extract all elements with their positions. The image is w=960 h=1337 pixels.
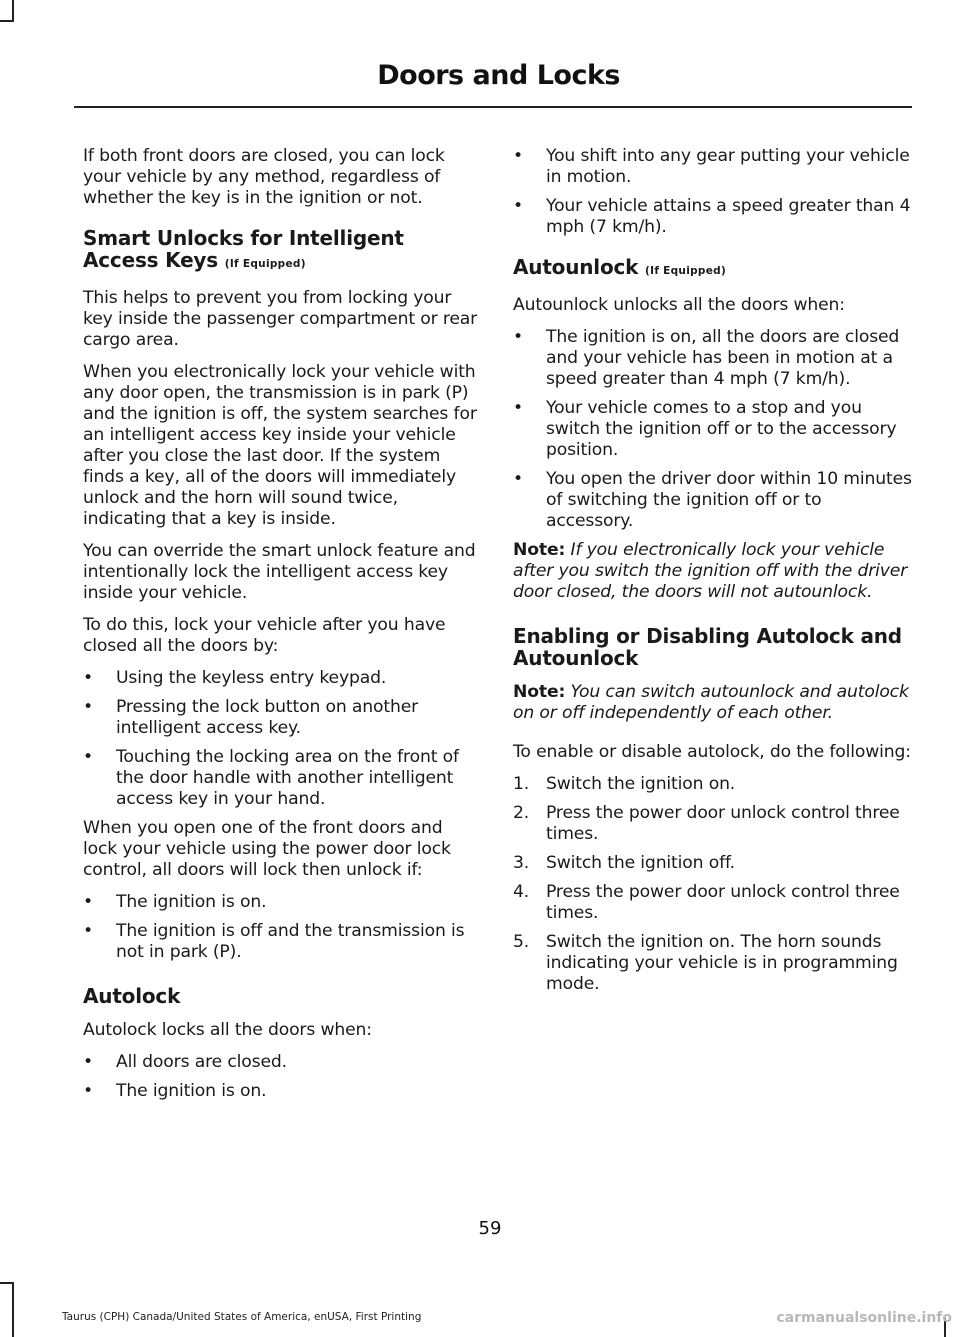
paragraph: To enable or disable autolock, do the following: [513,742,911,762]
if-equipped-tag: (If Equipped) [224,258,306,270]
bullet-icon: • [513,469,523,489]
step-item: 2. Press the power door unlock control three times. [513,803,900,844]
bullet-icon: • [83,668,93,688]
bullet-icon: • [83,892,93,912]
paragraph: When you open one of the front doors and lock your vehicle using the power door lock control, all doors will lock then unlock if: [83,818,451,880]
step-number: 1. [513,774,530,794]
step-item: 1. Switch the ignition on. [513,774,736,794]
list-item: • You shift into any gear putting your vehicle in motion. [513,146,910,187]
page-number: 59 [478,1218,502,1239]
paragraph: You can override the smart unlock feature and intentionally lock the intelligent access key inside your vehicle. [83,541,476,603]
step-number: 3. [513,853,530,873]
step-item: 4. Press the power door unlock control three times. [513,882,900,923]
list-item: • The ignition is off and the transmission is not in park (P). [83,921,465,962]
note-paragraph [513,682,913,724]
footer-text: Taurus (CPH) Canada/United States of America, enUSA, First Printing [62,1311,422,1323]
list-item: • Touching the locking area on the front of the door handle with another intelligent access key in your hand. [83,747,459,809]
bullet-list [513,327,913,532]
step-number: 2. [513,803,530,823]
bullet-icon: • [83,747,93,767]
list-item: • Using the keyless entry keypad. [83,668,387,688]
list-item: • Pressing the lock button on another intelligent access key. [83,697,419,738]
list-item: • Your vehicle comes to a stop and you switch the ignition off or to the accessory position. [513,398,897,460]
note-label: Note: [513,682,566,702]
heading-smart-unlocks [83,227,478,275]
header-rule [74,106,912,108]
list-item: • Your vehicle attains a speed greater than 4 mph (7 km/h). [513,196,911,237]
step-number: 5. [513,932,530,952]
if-equipped-tag: (If Equipped) [645,265,727,277]
bullet-icon: • [513,398,523,418]
note-body: If you electronically lock your vehicle after you switch the ignition off with the driver door closed, the doors will not autounlock. [513,540,908,602]
left-column [83,146,478,1110]
note-label: Note: [513,540,566,560]
heading-autounlock [513,256,913,282]
bullet-icon: • [513,146,523,166]
bullet-list [513,146,913,238]
crop-mark-top-left [12,0,14,22]
crop-mark-top-left-h [0,20,14,22]
bullet-icon: • [83,697,93,717]
heading-smart-unlocks-text: Smart Unlocks for Intelligent Access Keys [83,226,404,272]
list-item: • The ignition is on, all the doors are closed and your vehicle has been in motion at a speed greater than 4 mph (7 km/h). [513,327,900,389]
bullet-list [83,1052,478,1102]
paragraph: Autolock locks all the doors when: [83,1020,372,1040]
list-item: • All doors are closed. [83,1052,287,1072]
paragraph: When you electronically lock your vehicle with any door open, the transmission is in park (P) and the ignition is off, the system searches for an intelligent access key inside your vehicle after you close the last door. If the system finds a key, all of the doors will immediately unlock and the horn will sound twice, indicating that a key is inside. [83,362,477,529]
bullet-icon: • [513,196,523,216]
bullet-icon: • [83,1052,93,1072]
numbered-steps [513,774,913,995]
paragraph: To do this, lock your vehicle after you have closed all the doors by: [83,615,446,656]
bullet-icon: • [513,327,523,347]
watermark[interactable]: carmanualsonline.info [776,1310,952,1326]
step-item: 3. Switch the ignition off. [513,853,735,873]
step-number: 4. [513,882,530,902]
bullet-icon: • [83,1081,93,1101]
page-header-title: Doors and Locks [377,60,620,91]
bullet-icon: • [83,921,93,941]
bullet-list [83,892,478,963]
crop-mark-bottom-left [12,1282,14,1337]
paragraph: Autounlock unlocks all the doors when: [513,295,845,315]
heading-enabling-disabling: Enabling or Disabling Autolock and Autounlock [513,624,902,670]
right-column [513,146,913,1003]
crop-mark-bottom-left-h [0,1282,14,1284]
bullet-list [83,668,478,810]
step-item: 5. Switch the ignition on. The horn sounds indicating your vehicle is in programming mode. [513,932,898,994]
list-item: • You open the driver door within 10 minutes of switching the ignition off or to accessory. [513,469,912,531]
list-item: • The ignition is on. [83,892,267,912]
list-item: • The ignition is on. [83,1081,267,1101]
paragraph: This helps to prevent you from locking your key inside the passenger compartment or rear cargo area. [83,288,478,350]
intro-paragraph: If both front doors are closed, you can lock your vehicle by any method, regardless of whether the key is in the ignition or not. [83,146,445,208]
heading-autolock: Autolock [83,984,181,1008]
note-body: You can switch autounlock and autolock on or off independently of each other. [513,682,909,723]
note-paragraph [513,540,913,603]
heading-autounlock-text: Autounlock [513,255,639,279]
